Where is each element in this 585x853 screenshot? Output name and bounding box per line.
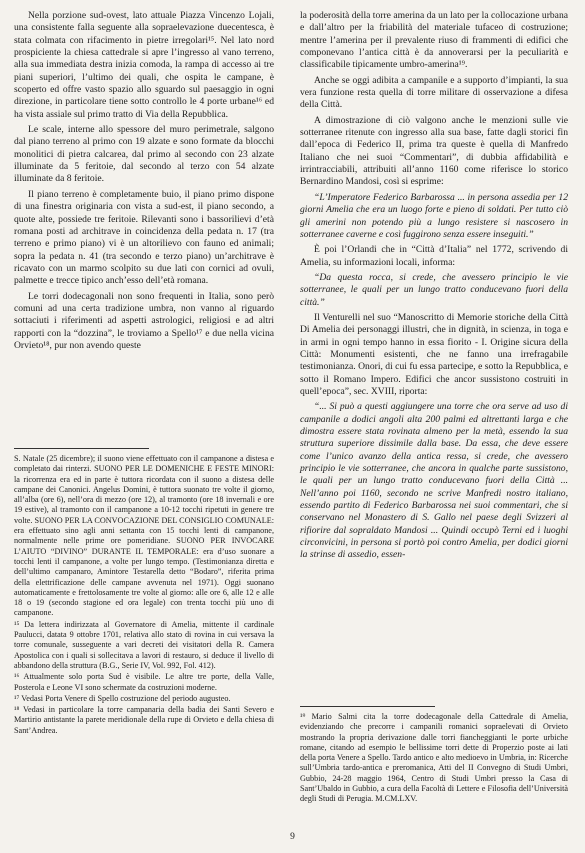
body-paragraph: A dimostrazione di ciò valgono anche le menzioni sulle vie sotterranee ritenute con ingresso alla sua base, fatte dagli storici fin dall’epoca di Federico II, prima tra queste è quella di Manfredo Italiano che nei suoi “Commentari”, di dubbia affidabilità e irrintracciabili, attribuiti all’anno 1160 come riferisce lo storico Bernardino Mandosi, così si esprime: — [300, 114, 568, 188]
footnote-18: ¹⁸ Vedasi in particolare la torre campanaria della badia dei Santi Severo e Martirio antistante la parete meridionale della rupe di Orvieto e della chiesa di Sant’Andrea. — [14, 705, 274, 735]
body-paragraph: Nella porzione sud-ovest, lato attuale Piazza Vincenzo Lojali, una consistente falla seguente alla sopraelevazione duecentesca, è stata colmata con rifacimento in pietre irregolari¹⁵. Nel lato nord prospiciente la chiesa cattedrale si apre l’ingresso al vano terreno, alla sua immediata destra inizia comoda, la rampa di accesso ai tre piani superiori, l’ultimo dei quali, che ospita le campane, è scoperto ed offre vasto spazio allo sguardo sul paesaggio in ogni direzione, in particolare tiene sotto controllo le 4 porte urbane¹⁶ ed ha vista assiale sul primo tratto di Via della Repubblica. — [14, 10, 274, 120]
footnote-separator — [14, 448, 149, 449]
page-number: 9 — [290, 832, 295, 842]
quotation-paragraph: “... Si può a questi aggiungere una torre che ora serve ad uso di campanile a dodici angoli alta 200 palmi ed altrettanti larga e che dimostra essere stata rovinata almeno per la metà, essendo la sua struttura superiore dissimile dalla base. Da essa, che deve essere come l’unico avanzo della antica ressa, si crede, che avessero principio le vie sotterranee, che ancora in qualche parte sussistono, le quali per un lungo tratto conducevano fuori della Città ... Nell’anno poi 1160, secondo ne scrive Manfredi nostro italiano, essendo partito di Federico Barbarossa nei suoi commentari, che si conservano nel Monastero di S. Gallo nel paese degli Svizzeri al rifiorire dal sopraldato Mandosi ... Quindi occupò Terni ed i luoghi circonvicini, in persona si portò poi contro Amelia, per dodici giorni la strinse di assedio, essen- — [300, 401, 568, 561]
footnote-17: ¹⁷ Vedasi Porta Venere di Spello costruzione del periodo augusteo. — [14, 693, 231, 703]
right-footnotes — [300, 712, 568, 806]
footnote-separator — [300, 706, 435, 707]
body-paragraph: Le scale, interne allo spessore del muro perimetrale, salgono dal piano terreno al primo con 19 alzate e sono formate da blocchi monolitici di pietra calcarea, dal primo al secondo con 23 alzate illuminate da 5 feritoie, dal secondo al terzo con 54 alzate illuminate da 8 feritoie. — [14, 124, 274, 185]
body-paragraph: la poderosità della torre amerina da un lato per la collocazione urbana e dall’altro per la friabilità del materiale tufaceo di costruzione; mentre l’amerina per il prevalente riuso di frammenti di edifici che componevano l’antica città è da annoverarsi per la peculiarità e classificabile tipicamente umbro-amerina¹⁹. — [300, 10, 568, 71]
quotation-paragraph: “L’Imperatore Federico Barbarossa ... in persona assedia per 12 giorni Amelia che era un luogo forte e pieno di soldati. Per tutto ciò gli amerini non potendo più a lungo resistere si nascosero in sotterranee caverne e così fuggirono senza essere inseguiti.” — [300, 191, 568, 240]
left-footnotes — [14, 454, 274, 737]
footnote-15: ¹⁵ Da lettera indirizzata al Governatore di Amelia, mittente il cardinale Paulucci, datata 9 ottobre 1701, relativa allo stato di rovina in cui versava la torre comunale, susseguente a vari decreti dei visitatori della R. Camera Apostolica con i quali si sollecitava a lavori di restauro, si deduce il livello di abbandono della struttura (B.G., Serie IV, Vol. 992, Fol. 412). — [14, 619, 274, 670]
quotation-paragraph: “Da questa rocca, si crede, che avessero principio le vie sotterranee, le quali per un lungo tratto conducevano fuori della città.” — [300, 271, 568, 308]
footnote-continued: S. Natale (25 dicembre); il suono viene effettuato con il campanone a distesa e completato dai rinterzi. SUONO PER LE DOMENICHE E FESTE MINORI: la ricorrenza era ed in parte è tuttora ricordata con il suono a distesa delle campane dei Canonici. Angelus Domini, è tuttora suonato tre volte il giorno, all’alba (ore 6), nell’ora di mezzo (ore 12), al tramonto (ore 18 invernali e ore 19 estive), al tramonto con il campanone a 10-12 tocchi ripetuti in genere tre volte. SUONO PER LA CONVOCAZIONE DEL CONSIGLIO COMUNALE: era effettuato sino agli anni settanta con 15 tocchi lenti di campanone, normalmente nelle prime ore pomeridiane. SUONO PER INVOCARE L’AIUTO “DIVINO” DURANTE IL TEMPORALE: era d’uso suonare a tocchi lenti il campanone, a volte per lungo tempo. (Testimonianza diretta e dell’ultimo campanaro, Amintore Testarella detto “Bodaro”, riferita prima della elettrificazione delle campane avvenuta nel 1971). Oggi suonano automaticamente e frettolosamente tre volte al giorno: alle ore 6, alle 12 e alle 18 o 19 (secondo stagione ed ora legale) con trenta tocchi più uno di campanone. — [14, 454, 274, 618]
body-paragraph: Anche se oggi adibita a campanile e a supporto d’impianti, la sua vera funzione resta quella di torre militare di osservazione a difesa della Città. — [300, 74, 568, 111]
body-paragraph: Il piano terreno è completamente buio, il piano primo dispone di una finestra originaria con vista a sud-est, il piano secondo, a quote alte, possiede tre feritoie. Rilevanti sono i bassorilievi d’età romana posti ad architrave in coincidenza della pedata n. 17 (tra terreno e primo piano) vi è un altorilievo con fauno ed animali; sopra la pedata n. 41 (tra secondo e terzo piano) un’architrave è ricavato con un marmo scolpito su due lati con cornici ad ovuli, palmette e trecce tipico anch’esso dell’età romana. — [14, 188, 274, 287]
body-paragraph: Il Venturelli nel suo “Manoscritto di Memorie storiche della Città Di Amelia dei personaggi illustri, che in dignità, in scienza, in toga e in armi in ogni tempo hanno in essa fiorito - I. Origine sicura della Città: Monumenti esistenti, che ne fanno una irrefragabile testimonianza. Onori, di cui fu essa partecipe, e sotto la Repubblica, e sotto il Romano Impero. Edifici che ancor sussistono costruiti in quell’epoca”, sec. XVIII, riporta: — [300, 311, 568, 397]
body-paragraph: È poi l’Orlandi che in “Città d’Italia” nel 1772, scrivendo di Amelia, su informazioni locali, informa: — [300, 244, 568, 268]
footnote-16: ¹⁶ Attualmente solo porta Sud è visibile. Le altre tre porte, della Valle, Posterola e Leone VI sono schermate da costruzioni moderne. — [14, 672, 274, 692]
body-paragraph: Le torri dodecagonali non sono frequenti in Italia, sono però comuni ad una certa tradizione umbra, non vanno al riguardo sottaciuti i riferimenti ad aspetti astrologici, religiosi e ad altri rapporti con la “dozzina”, le troviamo a Spello¹⁷ e due nella vicina Orvieto¹⁸, pur non avendo queste — [14, 290, 274, 351]
footnote-19: ¹⁹ Mario Salmi cita la torre dodecagonale della Cattedrale di Amelia, evidenziando che precorre i campanili romanici sopraelevati di Orvieto mostrando la propria derivazione dalle torri fiancheggianti le porte urbiche romane, citando ad esempio le bellissime torri dette di Properzio poste ai lati della porta Venere a Spello. Tardo antico e alto medioevo in Umbria, in: Ricerche sull’Umbria tardo-antica e preromanica, Atti del II Convegno di Studi Umbri, Gubbio, 24-28 maggio 1964, Centro di Studi Umbri presso la Casa di Sant’Ubaldo in Gubbio, a cura della Facoltà di Lettere e Filosofia dell’Università degli Studi di Perugia. M.CM.LXV. — [300, 712, 568, 804]
left-column — [14, 10, 274, 355]
right-column — [300, 10, 568, 565]
